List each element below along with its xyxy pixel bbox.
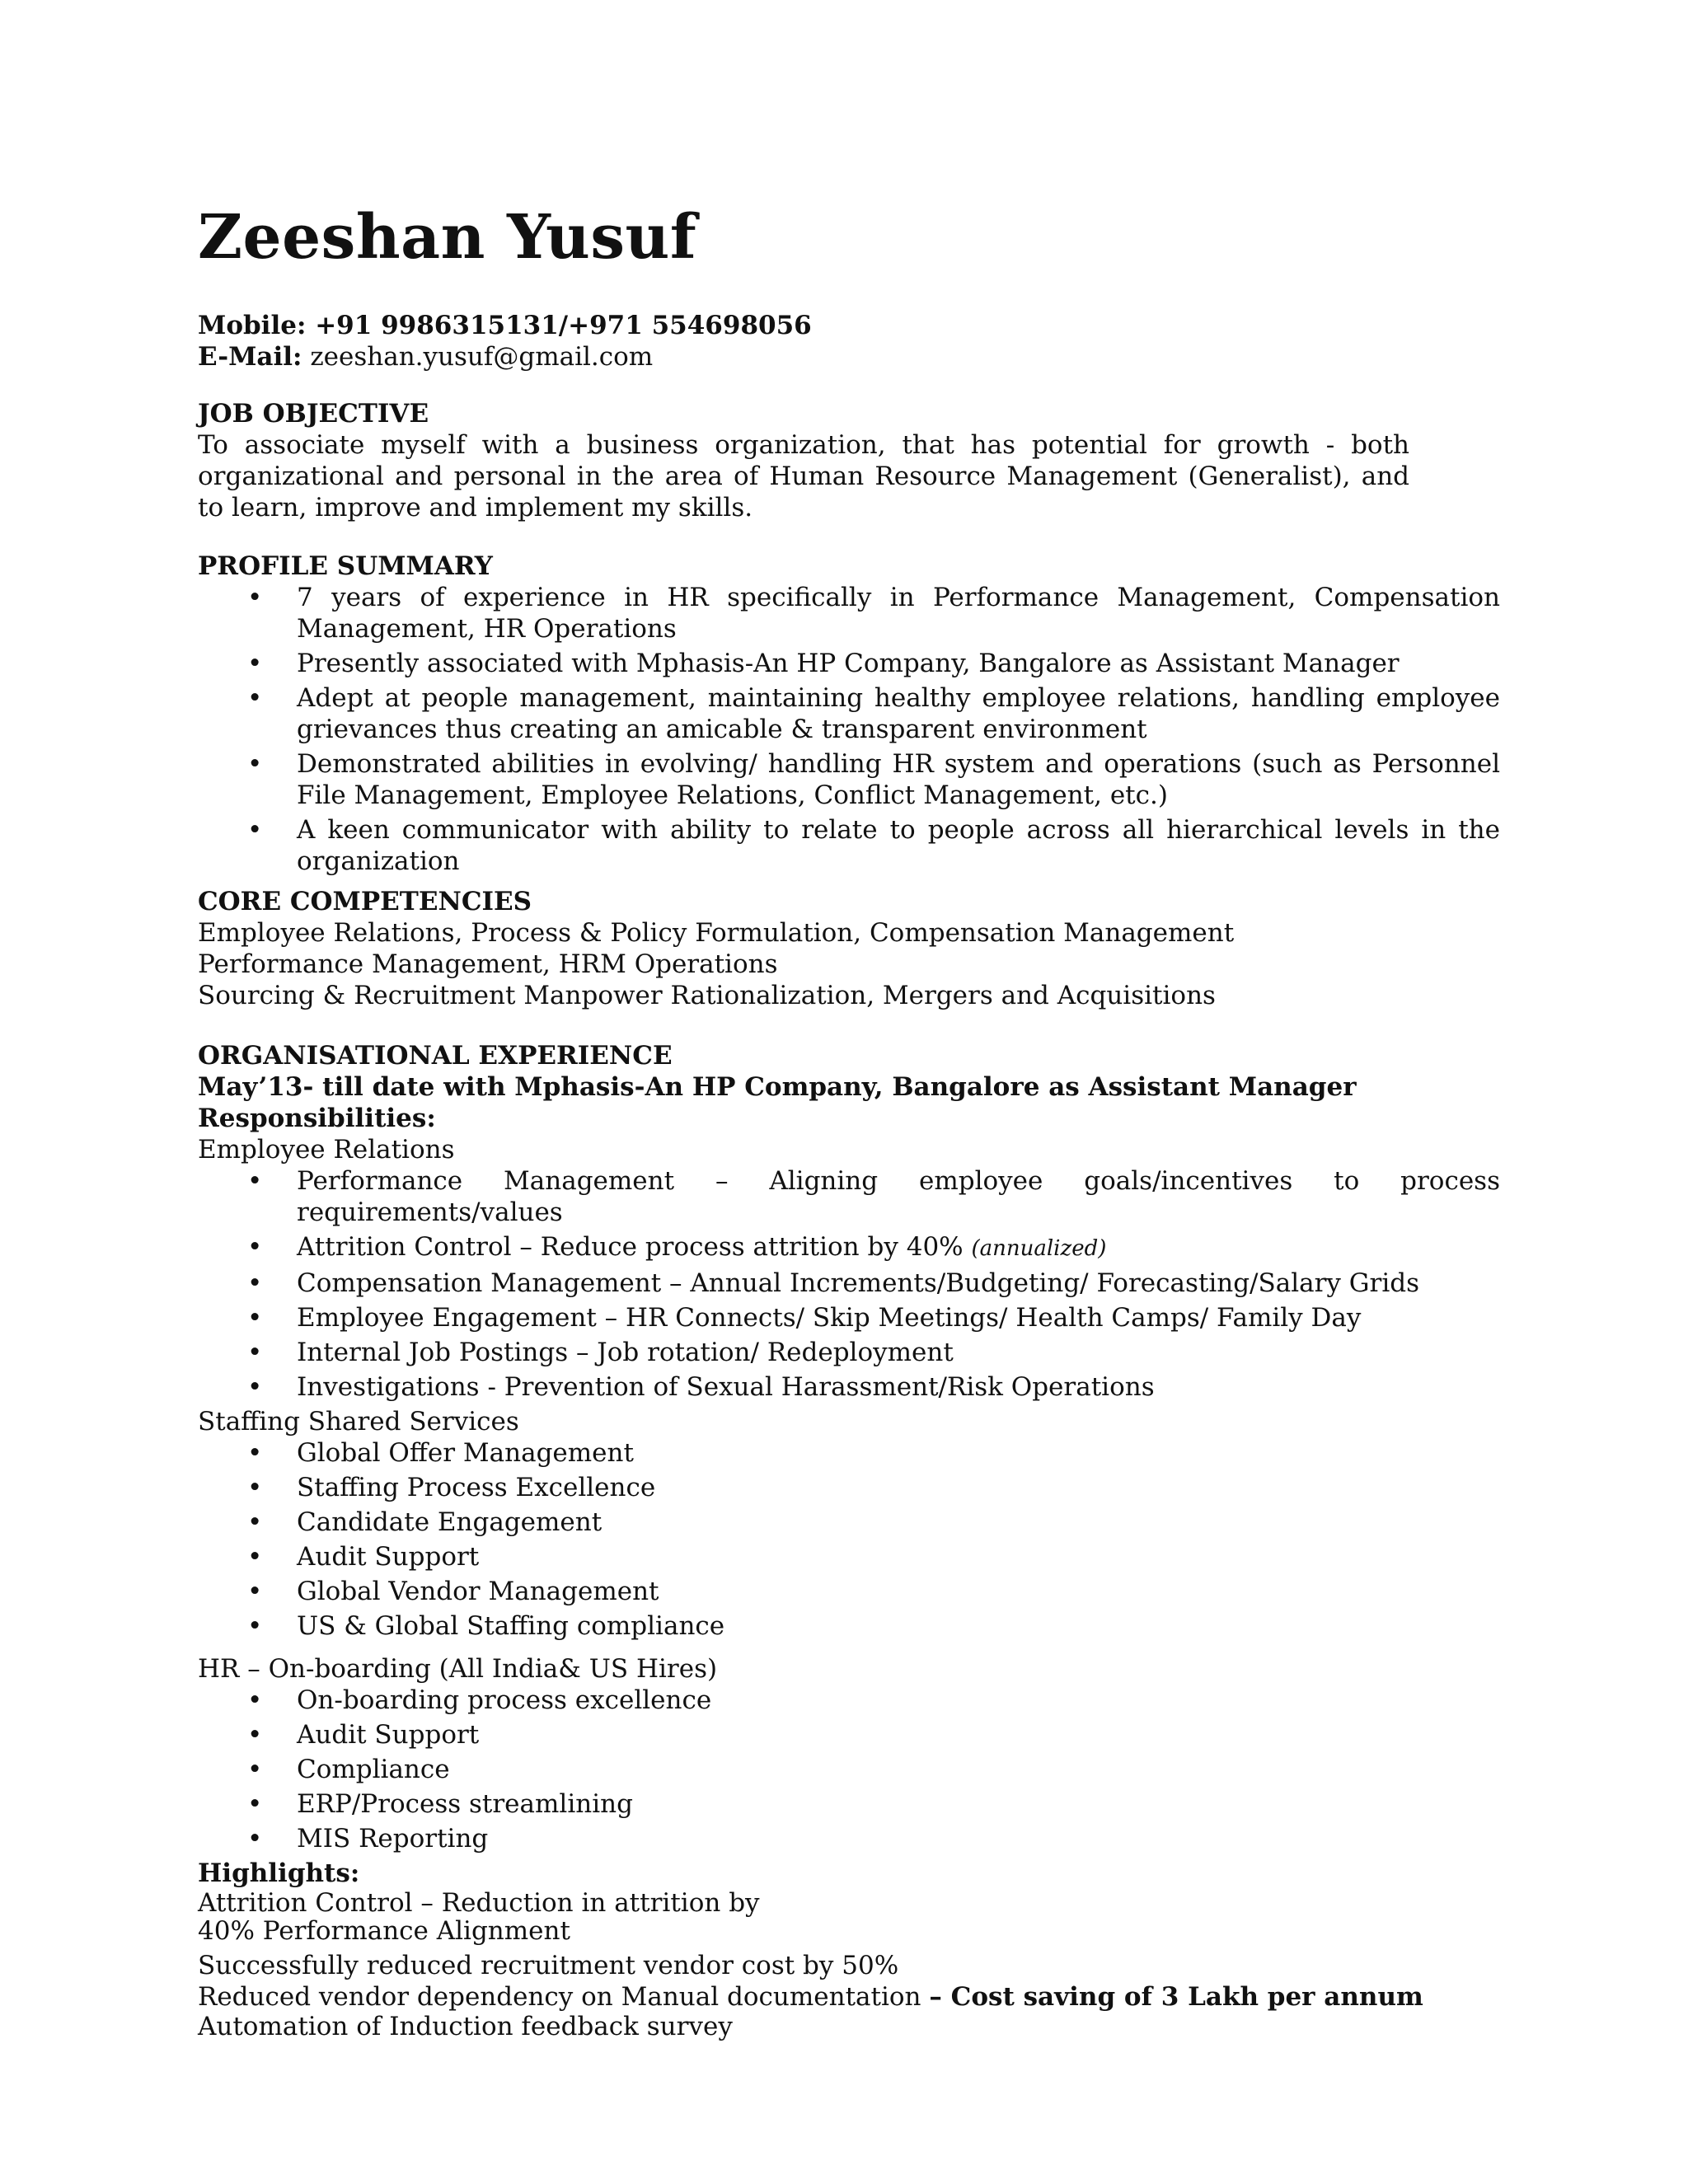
bullet-icon: • — [247, 1338, 263, 1367]
experience-section — [198, 1040, 1500, 2041]
list-item: • 7 years of experience in HR specifically in Performance Management, Compensation Management, HR Operations — [247, 583, 1500, 644]
bullet-icon: • — [247, 1685, 263, 1715]
highlight-line: 40% Performance Alignment — [198, 1916, 570, 1946]
mobile-line — [198, 310, 812, 341]
list-item: • Compliance — [247, 1755, 450, 1784]
bullet-icon: • — [247, 1542, 263, 1572]
email-value[interactable]: zeeshan.yusuf@gmail.com — [310, 342, 654, 372]
list-item: • Staffing Process Excellence — [247, 1473, 656, 1502]
experience-heading: ORGANISATIONAL EXPERIENCE — [198, 1041, 673, 1071]
list-item: • Presently associated with Mphasis-An HP Company, Bangalore as Assistant Manager — [247, 649, 1400, 678]
highlights-label: Highlights: — [198, 1858, 360, 1888]
bullet-icon: • — [247, 1166, 263, 1196]
email-line — [198, 341, 812, 373]
list-item: • Internal Job Postings – Job rotation/ Redeployment — [247, 1338, 954, 1367]
list-item: • Attrition Control – Reduce process attrition by 40% (annualized) — [247, 1232, 1107, 1262]
bullet-icon: • — [247, 1824, 263, 1854]
list-item: • MIS Reporting — [247, 1824, 489, 1854]
list-item: • Audit Support — [247, 1720, 480, 1750]
mobile-value: +91 9986315131/+971 554698056 — [315, 311, 812, 340]
onboarding-list — [198, 1685, 1500, 1854]
list-item: • ERP/Process streamlining — [247, 1789, 633, 1819]
highlight-line: Automation of Induction feedback survey — [198, 2012, 733, 2041]
competency-line: Employee Relations, Process & Policy Formulation, Compensation Management — [198, 918, 1235, 948]
bullet-icon: • — [247, 583, 263, 612]
list-item: • Global Offer Management — [247, 1438, 634, 1468]
job-objective-heading: JOB OBJECTIVE — [198, 399, 429, 429]
employee-relations-label: Employee Relations — [198, 1135, 455, 1165]
annualized-note: (annualized) — [971, 1236, 1107, 1261]
list-item: • US & Global Staffing compliance — [247, 1611, 725, 1641]
responsibilities-label: Responsibilities: — [198, 1104, 436, 1133]
list-item: • Employee Engagement – HR Connects/ Skip Meetings/ Health Camps/ Family Day — [247, 1303, 1362, 1333]
job-objective-text: To associate myself with a business organization, that has potential for growth - both organizational and personal in the area of Human Resource Management (Generalist), and to learn, improve and implement my skills. — [198, 430, 1409, 523]
bullet-icon: • — [247, 1577, 263, 1606]
bullet-icon: • — [247, 1611, 263, 1641]
staffing-list — [198, 1437, 1500, 1642]
list-item: • Demonstrated abilities in evolving/ handling HR system and operations (such as Personnel File Management, Employee Relations, Conflict Management, etc.) — [247, 749, 1500, 810]
profile-summary-section — [198, 551, 1500, 880]
job-title: May’13- till date with Mphasis-An HP Company, Bangalore as Assistant Manager — [198, 1072, 1357, 1102]
list-item: • Adept at people management, maintaining healthy employee relations, handling employee grievances thus creating an amicable & transparent environment — [247, 683, 1500, 744]
bullet-icon: • — [247, 683, 263, 713]
list-item: • Candidate Engagement — [247, 1507, 603, 1537]
highlight-line — [198, 1981, 1500, 2013]
competency-line: Performance Management, HRM Operations — [198, 949, 778, 979]
bullet-icon: • — [247, 649, 263, 678]
core-competencies-heading: CORE COMPETENCIES — [198, 887, 532, 916]
bullet-icon: • — [247, 1232, 263, 1262]
onboarding-label: HR – On-boarding (All India& US Hires) — [198, 1654, 718, 1684]
list-item: • On-boarding process excellence — [247, 1685, 712, 1715]
competency-line: Sourcing & Recruitment Manpower Rationalization, Mergers and Acquisitions — [198, 981, 1216, 1010]
staffing-label: Staffing Shared Services — [198, 1407, 519, 1436]
bullet-icon: • — [247, 1268, 263, 1298]
bullet-icon: • — [247, 1755, 263, 1784]
candidate-name: Zeeshan Yusuf — [198, 202, 697, 273]
highlight-line: Attrition Control – Reduction in attrition by — [198, 1888, 760, 1918]
bullet-icon: • — [247, 1789, 263, 1819]
contact-block — [198, 310, 812, 373]
mobile-label: Mobile: — [198, 311, 307, 340]
bullet-icon: • — [247, 1473, 263, 1502]
cost-saving-text: – Cost saving of 3 Lakh per annum — [929, 1982, 1423, 2012]
list-item: • Global Vendor Management — [247, 1577, 659, 1606]
job-objective-section — [198, 398, 1500, 523]
profile-summary-list — [198, 582, 1500, 877]
bullet-icon: • — [247, 1438, 263, 1468]
bullet-icon: • — [247, 1720, 263, 1750]
core-competencies-section — [198, 886, 1500, 1011]
list-item: • Compensation Management – Annual Increments/Budgeting/ Forecasting/Salary Grids — [247, 1268, 1420, 1298]
bullet-icon: • — [247, 1303, 263, 1333]
bullet-icon: • — [247, 815, 263, 845]
bullet-icon: • — [247, 1372, 263, 1402]
employee-relations-list — [198, 1165, 1500, 1403]
bullet-icon: • — [247, 1507, 263, 1537]
profile-summary-heading: PROFILE SUMMARY — [198, 551, 493, 581]
highlight-text: Reduced vendor dependency on Manual documentation — [198, 1982, 930, 2012]
list-item: • Performance Management – Aligning employee goals/incentives to process requirements/values — [247, 1166, 1500, 1227]
list-item: • Audit Support — [247, 1542, 480, 1572]
list-item: • A keen communicator with ability to relate to people across all hierarchical levels in the organization — [247, 815, 1500, 876]
email-label: E-Mail: — [198, 342, 302, 372]
bullet-icon: • — [247, 749, 263, 779]
highlight-line: Successfully reduced recruitment vendor cost by 50% — [198, 1951, 899, 1980]
list-item: • Investigations - Prevention of Sexual Harassment/Risk Operations — [247, 1372, 1155, 1402]
